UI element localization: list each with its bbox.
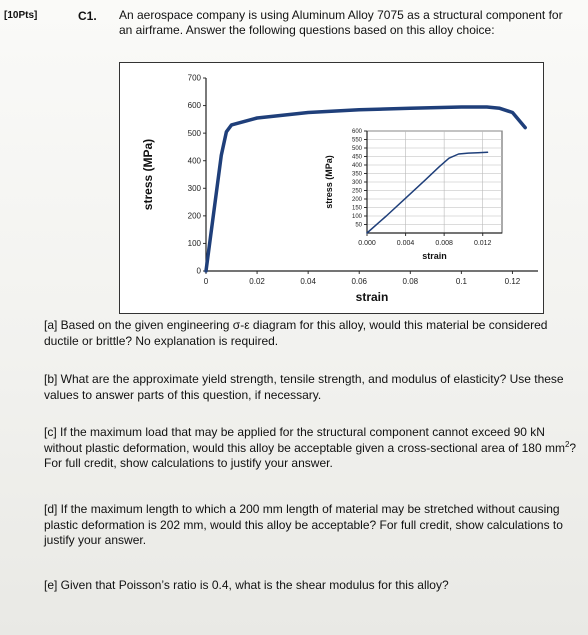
stress-strain-chart <box>120 63 543 313</box>
main-x-axis-label: strain <box>355 290 389 304</box>
inset-x-tick-label: 0.012 <box>473 240 492 247</box>
question-a: [a] Based on the given engineering σ-ε diagram for this alloy, would this material be considered ductile or brittle? No explanation is required. <box>44 318 548 348</box>
main-x-tick-label: 0.08 <box>402 277 419 286</box>
question-e: [e] Given that Poisson’s ratio is 0.4, what is the shear modulus for this alloy? <box>44 578 449 592</box>
points-label: [10Pts] <box>4 10 38 21</box>
main-x-tick-label: 0 <box>203 277 209 286</box>
inset-y-tick-label: 300 <box>351 180 362 186</box>
main-y-tick-label: 0 <box>196 266 201 276</box>
inset-x-tick-label: 0.004 <box>396 240 415 247</box>
main-x-tick-label: 0.02 <box>249 277 265 286</box>
question-c-text-end: ? For full credit, show calculations to justify your answer. <box>44 440 577 470</box>
main-x-tick-label: 0.12 <box>504 277 521 286</box>
inset-y-tick-label: 350 <box>351 171 362 178</box>
main-y-tick-label: 200 <box>187 211 201 221</box>
inset-y-tick-label: 400 <box>351 163 362 169</box>
question-prompt: An aerospace company is using Aluminum Alloy 7075 as a structural component for an airframe. Answer the following questions based on this alloy choice: <box>119 8 563 37</box>
question-d: [d] If the maximum length to which a 200 mm length of material may be stretched without causing plastic deformation is 202 mm, would this alloy be acceptable? For full credit, show calculations to justify your answer. <box>44 502 563 547</box>
main-y-axis-label: stress (MPa) <box>141 138 155 211</box>
main-y-tick-label: 400 <box>187 156 201 166</box>
question-c-superscript: 2 <box>564 439 570 449</box>
question-b: [b] What are the approximate yield strength, tensile strength, and modulus of elasticity? Use these values to answer parts of this question, if necessary. <box>44 372 564 402</box>
inset-y-tick-label: 600 <box>351 129 362 135</box>
inset-x-tick-label: 0.000 <box>358 240 376 247</box>
inset-x-tick-label: 0.008 <box>435 240 453 247</box>
inset-y-tick-label: 50 <box>355 222 362 229</box>
inset-y-tick-label: 100 <box>351 214 362 220</box>
main-y-tick-label: 500 <box>187 128 201 138</box>
inset-y-tick-label: 150 <box>351 205 362 212</box>
inset-y-tick-label: 200 <box>351 197 362 203</box>
main-y-tick-label: 700 <box>187 73 201 83</box>
main-y-tick-label: 100 <box>187 239 201 249</box>
inset-y-tick-label: 450 <box>351 154 362 161</box>
question-c <box>44 425 580 472</box>
inset-x-axis-label: strain <box>422 251 447 261</box>
main-x-tick-label: 0.06 <box>351 277 368 286</box>
main-x-tick-label: 0.1 <box>455 277 467 286</box>
inset-y-axis-label: stress (MPa) <box>324 155 334 209</box>
question-number: C1. <box>78 9 97 23</box>
main-y-tick-label: 300 <box>187 183 201 193</box>
inset-y-tick-label: 550 <box>351 137 362 144</box>
main-x-tick-label: 0.04 <box>300 277 316 286</box>
inset-y-tick-label: 250 <box>351 188 362 195</box>
main-y-tick-label: 600 <box>187 101 201 111</box>
question-c-text: [c] If the maximum load that may be applied for the structural component cannot exceed 90 kN without plastic deformation, would this alloy be acceptable given a cross-sectional area of 180 mm <box>44 425 565 455</box>
stress-strain-figure <box>119 62 544 314</box>
inset-y-tick-label: 500 <box>351 146 362 152</box>
